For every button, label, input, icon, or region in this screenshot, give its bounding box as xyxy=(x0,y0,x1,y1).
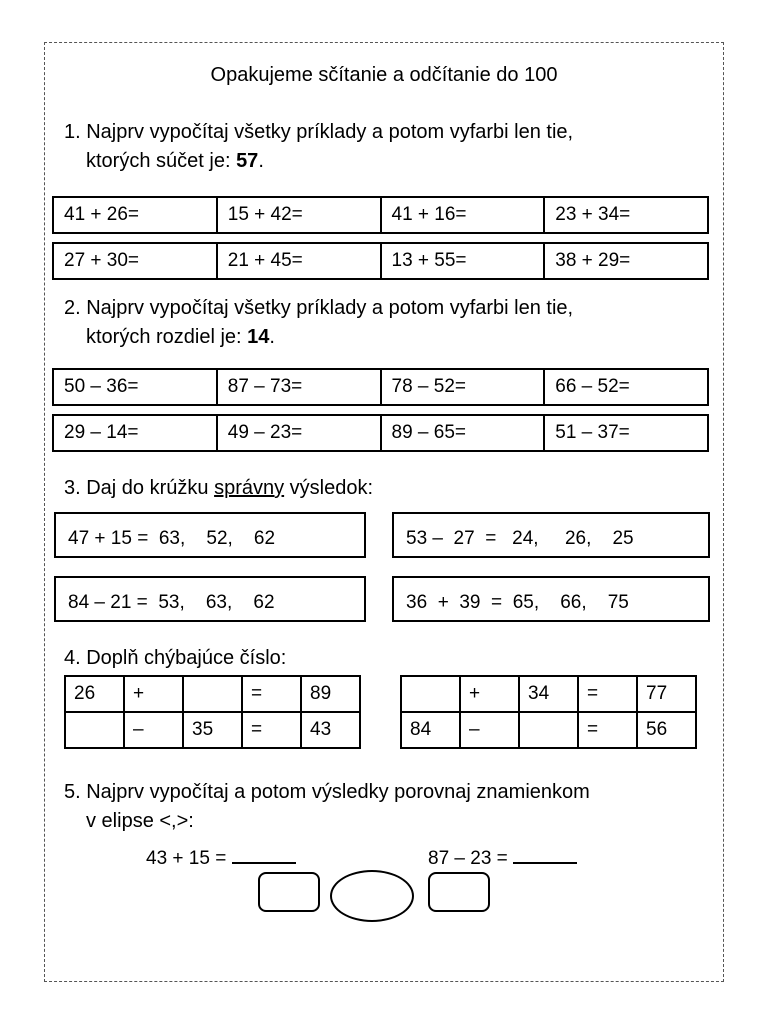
task1-instructions xyxy=(64,118,573,176)
task4-blank-cell[interactable] xyxy=(65,712,124,748)
task4-instructions: 4. Doplň chýbajúce číslo: xyxy=(64,647,287,669)
task2-row-2 xyxy=(52,414,709,452)
task5-comparison-ellipse[interactable] xyxy=(330,870,414,922)
task1-cell[interactable]: 41 + 16= xyxy=(381,197,545,233)
task4-cell: – xyxy=(124,712,183,748)
task5-left-answer-line[interactable] xyxy=(232,842,296,864)
task5-right-answer-box[interactable] xyxy=(428,872,490,912)
task4-right-table xyxy=(400,675,697,749)
task4-cell: 34 xyxy=(519,676,578,712)
task1-row-1 xyxy=(52,196,709,234)
task4-cell: 26 xyxy=(65,676,124,712)
task4-cell: = xyxy=(242,712,301,748)
task4-cell: + xyxy=(460,676,519,712)
task2-cell[interactable]: 89 – 65= xyxy=(381,415,545,451)
task2-cell[interactable]: 78 – 52= xyxy=(381,369,545,405)
task1-line2: ktorých súčet je: 57. xyxy=(86,150,264,172)
task2-line1: 2. Najprv vypočítaj všetky príklady a potom vyfarbi len tie, xyxy=(64,297,574,319)
task1-cell[interactable]: 15 + 42= xyxy=(217,197,381,233)
task2-cell[interactable]: 87 – 73= xyxy=(217,369,381,405)
task5-right-answer-line[interactable] xyxy=(513,842,577,864)
task4-cell: 84 xyxy=(401,712,460,748)
task4-cell: 77 xyxy=(637,676,696,712)
task1-cell[interactable]: 13 + 55= xyxy=(381,243,545,279)
task2-cell[interactable]: 51 – 37= xyxy=(544,415,708,451)
task2-row-1 xyxy=(52,368,709,406)
task4-cell: = xyxy=(578,676,637,712)
task2-cell[interactable]: 66 – 52= xyxy=(544,369,708,405)
task1-cell[interactable]: 27 + 30= xyxy=(53,243,217,279)
task4-cell: = xyxy=(242,676,301,712)
task2-target: 14 xyxy=(247,326,270,348)
task1-target: 57 xyxy=(236,150,259,172)
task5-line1: 5. Najprv vypočítaj a potom výsledky porovnaj znamienkom xyxy=(64,781,590,803)
task4-blank-cell[interactable] xyxy=(519,712,578,748)
task1-cell[interactable]: 23 + 34= xyxy=(544,197,708,233)
task1-cell[interactable]: 21 + 45= xyxy=(217,243,381,279)
task5-left-answer-box[interactable] xyxy=(258,872,320,912)
task2-cell[interactable]: 29 – 14= xyxy=(53,415,217,451)
task3-box[interactable]: 84 – 21 = 53, 63, 62 xyxy=(54,576,366,622)
task5-instructions xyxy=(64,778,590,836)
task1-cell[interactable]: 38 + 29= xyxy=(544,243,708,279)
worksheet-title: Opakujeme sčítanie a odčítanie do 100 xyxy=(210,64,558,86)
task2-line2: ktorých rozdiel je: 14. xyxy=(86,326,275,348)
task4-cell: 89 xyxy=(301,676,360,712)
task3-underlined-word: správny xyxy=(214,477,285,499)
task4-cell: – xyxy=(460,712,519,748)
task4-cell: = xyxy=(578,712,637,748)
task2-cell[interactable]: 49 – 23= xyxy=(217,415,381,451)
task4-cell: 35 xyxy=(183,712,242,748)
task4-cell: + xyxy=(124,676,183,712)
task2-cell[interactable]: 50 – 36= xyxy=(53,369,217,405)
task5-line2: v elipse <,>: xyxy=(86,810,194,832)
task4-cell: 43 xyxy=(301,712,360,748)
task1-line1: 1. Najprv vypočítaj všetky príklady a potom vyfarbi len tie, xyxy=(64,121,574,143)
task3-box[interactable]: 36 + 39 = 65, 66, 75 xyxy=(392,576,710,622)
task4-blank-cell[interactable] xyxy=(183,676,242,712)
task1-row-2 xyxy=(52,242,709,280)
task3-instructions: 3. Daj do krúžku správny výsledok: xyxy=(64,477,374,499)
task5-left-expression: 43 + 15 = xyxy=(146,842,296,870)
task4-left-table xyxy=(64,675,361,749)
task1-cell[interactable]: 41 + 26= xyxy=(53,197,217,233)
task4-blank-cell[interactable] xyxy=(401,676,460,712)
task5-right-expression: 87 – 23 = xyxy=(428,842,577,870)
task3-box[interactable]: 47 + 15 = 63, 52, 62 xyxy=(54,512,366,558)
task3-box[interactable]: 53 – 27 = 24, 26, 25 xyxy=(392,512,710,558)
task4-cell: 56 xyxy=(637,712,696,748)
task2-instructions xyxy=(64,294,573,352)
